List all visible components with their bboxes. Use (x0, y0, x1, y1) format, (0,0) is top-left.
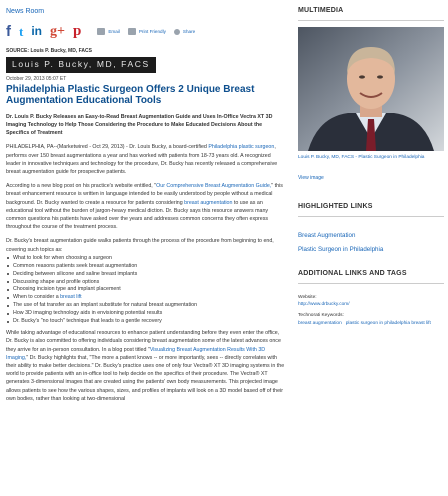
list-item: Discussing shape and profile options (6, 279, 286, 287)
facebook-icon[interactable]: f (6, 23, 11, 41)
list-item: Choosing incision type and implant placement (6, 286, 286, 294)
list-item: Common reasons patients seek breast augmentation (6, 263, 286, 271)
list-item: Dr. Bucky's "no touch" technique that leads to a gentle recovery (6, 318, 286, 326)
share-button[interactable] (174, 29, 195, 35)
list-item: How 3D imaging technology aids in envisioning potential results (6, 310, 286, 318)
paragraph-4: While taking advantage of educational resources to enhance patient understanding before they even enter the office, Dr. Bucky is also committed to offering individuals considering breast augmentation some of the latest advances once they arrive for an in-person consultation. In a blog post titled "Visualizing Breast Augmentation Results With 3D Imaging," Dr. Bucky highlights that, "The more a patient knows -- or more importantly, sees -- directly correlates with their ability to make better decisions." Dr. Bucky's practice uses one of only four Vectra® XT 3D imaging systems in the world to provide patients with an in-office tool to help decide on the specifics of their procedure. The Vectra® XT generates 3-dimensional images that are created using the patients' own body measurements. This projected image allows patients to see how the various shapes, sizes, and profiles of implants will look on a 3D model based off of their own bodies, rather than looking at two-dimensional (6, 330, 285, 402)
breast-lift-link[interactable]: breast lift (60, 294, 82, 301)
portrait-image (298, 27, 444, 151)
multimedia-heading: MULTIMEDIA (298, 6, 444, 21)
print-icon (128, 28, 136, 35)
email-button[interactable] (97, 28, 120, 35)
list-item: The use of fat transfer as an implant substitute for natural breast augmentation (6, 302, 286, 310)
surgeon-photo[interactable] (298, 27, 444, 151)
highlighted-links-heading: HIGHLIGHTED LINKS (298, 202, 444, 217)
release-headline: Philadelphia Plastic Surgeon Offers 2 Unique Breast Augmentation Educational Tools (6, 83, 255, 107)
list-item: What to look for when choosing a surgeon (6, 255, 286, 263)
keyword-link[interactable]: breast lift (411, 320, 431, 326)
release-main (6, 7, 286, 409)
share-label: Share (182, 28, 196, 34)
paragraph-2: According to a new blog post on his practice's website entitled, "Our Comprehensive Breast Augmentation Guide," this breast enhancement resource is written in language intended to be easily understood by people without a medical background. Dr. Bucky wanted to create a resource for patients considering breast augmentation to use as an educational tool without the burden of jargon-heavy medical diction. Dr. Bucky says this resource answers many common questions his patients have asked over the years and addresses common concerns they often express throughout the course of the treatment process. (6, 183, 283, 231)
email-label: Email (108, 28, 120, 34)
list-item: When to consider a breast lift (6, 294, 286, 302)
view-image-link[interactable]: View image (298, 175, 324, 181)
breast-augmentation-link[interactable]: breast augmentation (184, 199, 233, 206)
newsroom-link[interactable]: News Room (6, 8, 45, 15)
release-source: SOURCE: Louis P. Bucky, MD, FACS (6, 47, 92, 54)
additional-links-block (298, 294, 444, 327)
website-label: Website: (298, 295, 317, 300)
linkedin-icon[interactable]: in (31, 24, 43, 39)
augmentation-guide-link[interactable]: Our Comprehensive Breast Augmentation Guide, (156, 183, 272, 190)
paragraph-1: PHILADELPHIA, PA--(Marketwired - Oct 29, 2013) - Dr. Louis Bucky, a board-certified Philadelphia plastic surgeon, performs over 150 breast augmentations a year and has worked with patients from 18-73 years old. A recognized leader in innovative techniques and technology for the procedure, Dr. Bucky has recently released a comprehensive breast augmentation guide for prospective patients. (6, 144, 278, 175)
google-plus-icon[interactable]: g+ (50, 24, 65, 39)
share-icon (174, 29, 180, 35)
paragraph-3: Dr. Bucky's breast augmentation guide walks patients through the process of the procedure from beginning to end, covering such topics as: (6, 238, 274, 253)
photo-caption-link[interactable]: Louis P. Bucky, MD, FACS - Plastic Surgeon in Philadelphia (298, 155, 425, 160)
pinterest-icon[interactable]: p (73, 23, 82, 40)
visualizing-results-link[interactable]: Visualizing Breast Augmentation Results With 3D Imaging, (6, 346, 266, 361)
highlight-link-breast-augmentation[interactable]: Breast Augmentation (298, 232, 356, 239)
website-link[interactable]: http://www.drbucky.com/ (298, 302, 350, 308)
topic-list (6, 255, 286, 326)
share-bar (6, 24, 286, 40)
highlighted-links-list (298, 232, 444, 259)
company-logo: Louis P. Bucky, MD, FACS (6, 57, 156, 73)
print-button[interactable] (128, 28, 166, 35)
keywords-label: Technorati Keywords: (298, 313, 344, 319)
keyword-link[interactable]: plastic surgeon in philadelphia (345, 320, 411, 326)
release-subhead: Dr. Louis P. Bucky Releases an Easy-to-Read Breast Augmentation Guide and Uses In-Office Vectra XT 3D Imaging Technology to Help Those Considering the Procedure to Make Educated Decisions About the Specifics of Treatment (6, 113, 273, 137)
print-label: Print Friendly (138, 28, 166, 34)
email-icon (97, 28, 105, 35)
keyword-link[interactable]: breast augmentation (298, 320, 342, 326)
list-item: Deciding between silicone and saline breast implants (6, 271, 286, 279)
additional-links-heading: ADDITIONAL LINKS AND TAGS (298, 269, 444, 284)
release-date: October 29, 2013 05:07 ET (6, 75, 67, 82)
twitter-icon[interactable]: t (19, 23, 24, 39)
philadelphia-plastic-surgeon-link[interactable]: Philadelphia plastic surgeon (208, 144, 275, 151)
highlight-link-plastic-surgeon[interactable]: Plastic Surgeon in Philadelphia (298, 245, 384, 253)
